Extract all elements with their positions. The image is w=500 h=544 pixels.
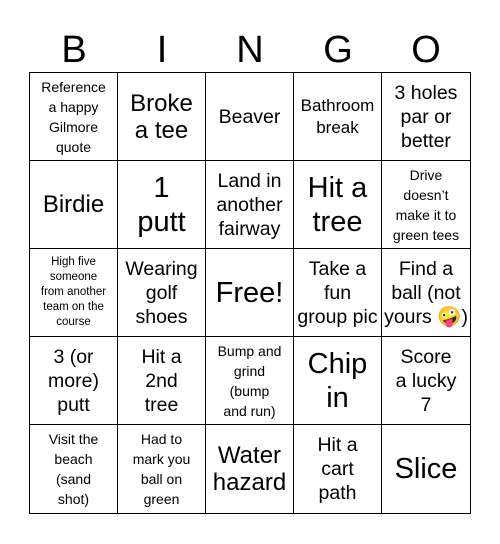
bingo-cell[interactable] <box>30 73 118 161</box>
bingo-cell-text: Take a fun group pic <box>297 257 378 328</box>
bingo-cell-text: High five someone from another team on the course <box>40 256 107 328</box>
bingo-cell-text: Birdie <box>42 191 105 218</box>
bingo-cell[interactable] <box>30 161 118 249</box>
bingo-cell-text: Visit the beach (sand shot) <box>48 431 99 507</box>
bingo-cell[interactable] <box>30 337 118 425</box>
bingo-cell[interactable] <box>382 337 470 425</box>
header-letter-n: N <box>236 29 264 71</box>
bingo-cell[interactable] <box>294 73 382 161</box>
header-letter-g: G <box>323 29 353 71</box>
bingo-cell-text: Slice <box>394 453 458 485</box>
bingo-cell[interactable] <box>118 73 206 161</box>
bingo-free-space[interactable] <box>206 249 294 337</box>
header-letter-b: B <box>61 29 87 71</box>
bingo-cell-text: Wearing golf shoes <box>125 257 198 328</box>
bingo-cell-text: Hit a cart path <box>317 434 358 504</box>
bingo-cell[interactable] <box>294 425 382 513</box>
bingo-cell-text: Reference a happy Gilmore quote <box>41 78 106 155</box>
bingo-cell[interactable] <box>294 161 382 249</box>
bingo-cell[interactable] <box>294 337 382 425</box>
bingo-cell[interactable] <box>118 337 206 425</box>
bingo-cell[interactable] <box>30 425 118 513</box>
header-letter-o: O <box>411 29 441 71</box>
bingo-cell[interactable] <box>382 161 470 249</box>
bingo-cell-text: Bathroom break <box>300 95 375 137</box>
bingo-cell[interactable] <box>382 73 470 161</box>
bingo-cell[interactable] <box>118 425 206 513</box>
header-letter-i: I <box>156 29 168 71</box>
bingo-board <box>29 72 471 514</box>
bingo-cell-text: Hit a tree <box>307 171 368 238</box>
bingo-cell[interactable] <box>206 161 294 249</box>
bingo-cell-text: Free! <box>215 276 284 309</box>
bingo-cell[interactable] <box>294 249 382 337</box>
bingo-cell[interactable] <box>118 249 206 337</box>
bingo-cell-text: Land in another fairway <box>216 169 283 240</box>
bingo-cell[interactable] <box>30 249 118 337</box>
bingo-cell-text: Score a lucky 7 <box>395 345 457 416</box>
bingo-cell[interactable] <box>206 337 294 425</box>
bingo-cell[interactable] <box>118 161 206 249</box>
bingo-cell[interactable] <box>382 425 470 513</box>
bingo-cell-text: Hit a 2nd tree <box>141 345 182 416</box>
bingo-cell-text: Had to mark you ball on green <box>132 431 191 507</box>
bingo-cell-text: Drive doesn’t make it to green tees <box>392 166 460 243</box>
bingo-cell-text: 3 (or more) putt <box>48 345 99 416</box>
bingo-cell-text: 3 holes par or better <box>394 81 458 152</box>
bingo-cell-text: Beaver <box>218 105 281 128</box>
bingo-cell-text: 1 putt <box>137 171 186 238</box>
bingo-cell-text: Chip in <box>307 347 368 414</box>
bingo-cell-text: Bump and grind (bump and run) <box>217 342 282 419</box>
bingo-cell[interactable] <box>206 73 294 161</box>
bingo-cell[interactable] <box>382 249 470 337</box>
bingo-cell-text: Water hazard <box>212 442 287 496</box>
bingo-cell-text: Broke a tee <box>130 89 193 144</box>
bingo-header <box>30 28 470 72</box>
bingo-cell[interactable] <box>206 425 294 513</box>
bingo-cell-text: Find a ball (not yours 🤪) <box>384 257 468 328</box>
